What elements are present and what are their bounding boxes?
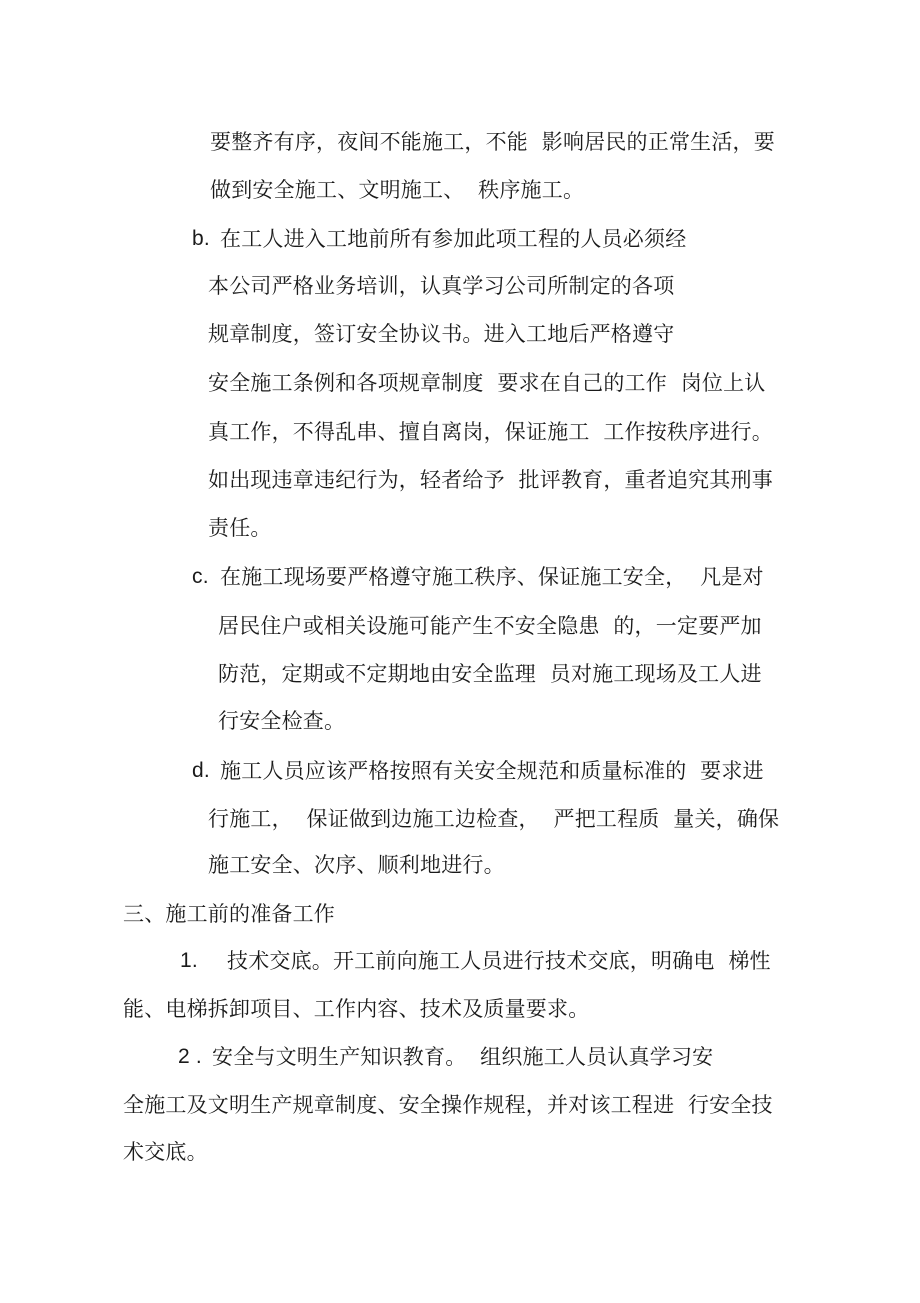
item-d-line: 行施工， 保证做到边施工边检查， 严把工程质 量关，确保: [208, 807, 780, 831]
item-b-line: 如出现违章违纪行为，轻者给予 批评教育，重者追究其刑事: [208, 468, 773, 492]
item-1-line: 能、电梯拆卸项目、工作内容、技术及质量要求。: [123, 997, 590, 1021]
item-b-line: 真工作，不得乱串、擅自离岗，保证施工 工作按秩序进行。: [208, 420, 773, 444]
section-heading: 三、施工前的准备工作: [123, 902, 335, 926]
item-d-line: 施工安全、次序、顺利地进行。: [208, 853, 505, 877]
item-b-line: 本公司严格业务培训，认真学习公司所制定的各项: [208, 274, 675, 298]
item-b-line: 规章制度，签订安全协议书。进入工地后严格遵守: [208, 322, 675, 346]
item-b-line: 安全施工条例和各项规章制度 要求在自己的工作 岗位上认: [208, 371, 766, 395]
item-1-label: 1.: [180, 949, 198, 972]
item-a-line: 要整齐有序，夜间不能施工，不能 影响居民的正常生活，要: [210, 130, 775, 154]
item-b-line: 责任。: [208, 516, 272, 540]
item-2-line: 术交底。: [123, 1140, 208, 1164]
item-c-line: 防范，定期或不定期地由安全监理 员对施工现场及工人进: [218, 662, 762, 686]
item-1-line: 技术交底。开工前向施工人员进行技术交底，明确电 梯性: [227, 949, 771, 973]
item-c-line: 在施工现场要严格遵守施工秩序、保证施工安全， 凡是对: [220, 565, 764, 589]
item-2-label: 2 .: [178, 1045, 202, 1068]
item-2-line: 安全与文明生产知识教育。 组织施工人员认真学习安: [212, 1045, 714, 1069]
item-c-line: 行安全检查。: [218, 709, 346, 733]
item-c-label: c.: [192, 565, 209, 588]
item-2-line: 全施工及文明生产规章制度、安全操作规程，并对该工程进 行安全技: [123, 1093, 773, 1117]
item-d-label: d.: [192, 759, 210, 782]
item-c-line: 居民住户或相关设施可能产生不安全隐患 的，一定要严加: [218, 614, 762, 638]
item-b-line: 在工人进入工地前所有参加此项工程的人员必须经: [220, 227, 687, 251]
item-d-line: 施工人员应该严格按照有关安全规范和质量标准的 要求进: [220, 759, 764, 783]
item-b-label: b.: [192, 227, 210, 250]
item-a-line: 做到安全施工、文明施工、 秩序施工。: [210, 178, 585, 202]
